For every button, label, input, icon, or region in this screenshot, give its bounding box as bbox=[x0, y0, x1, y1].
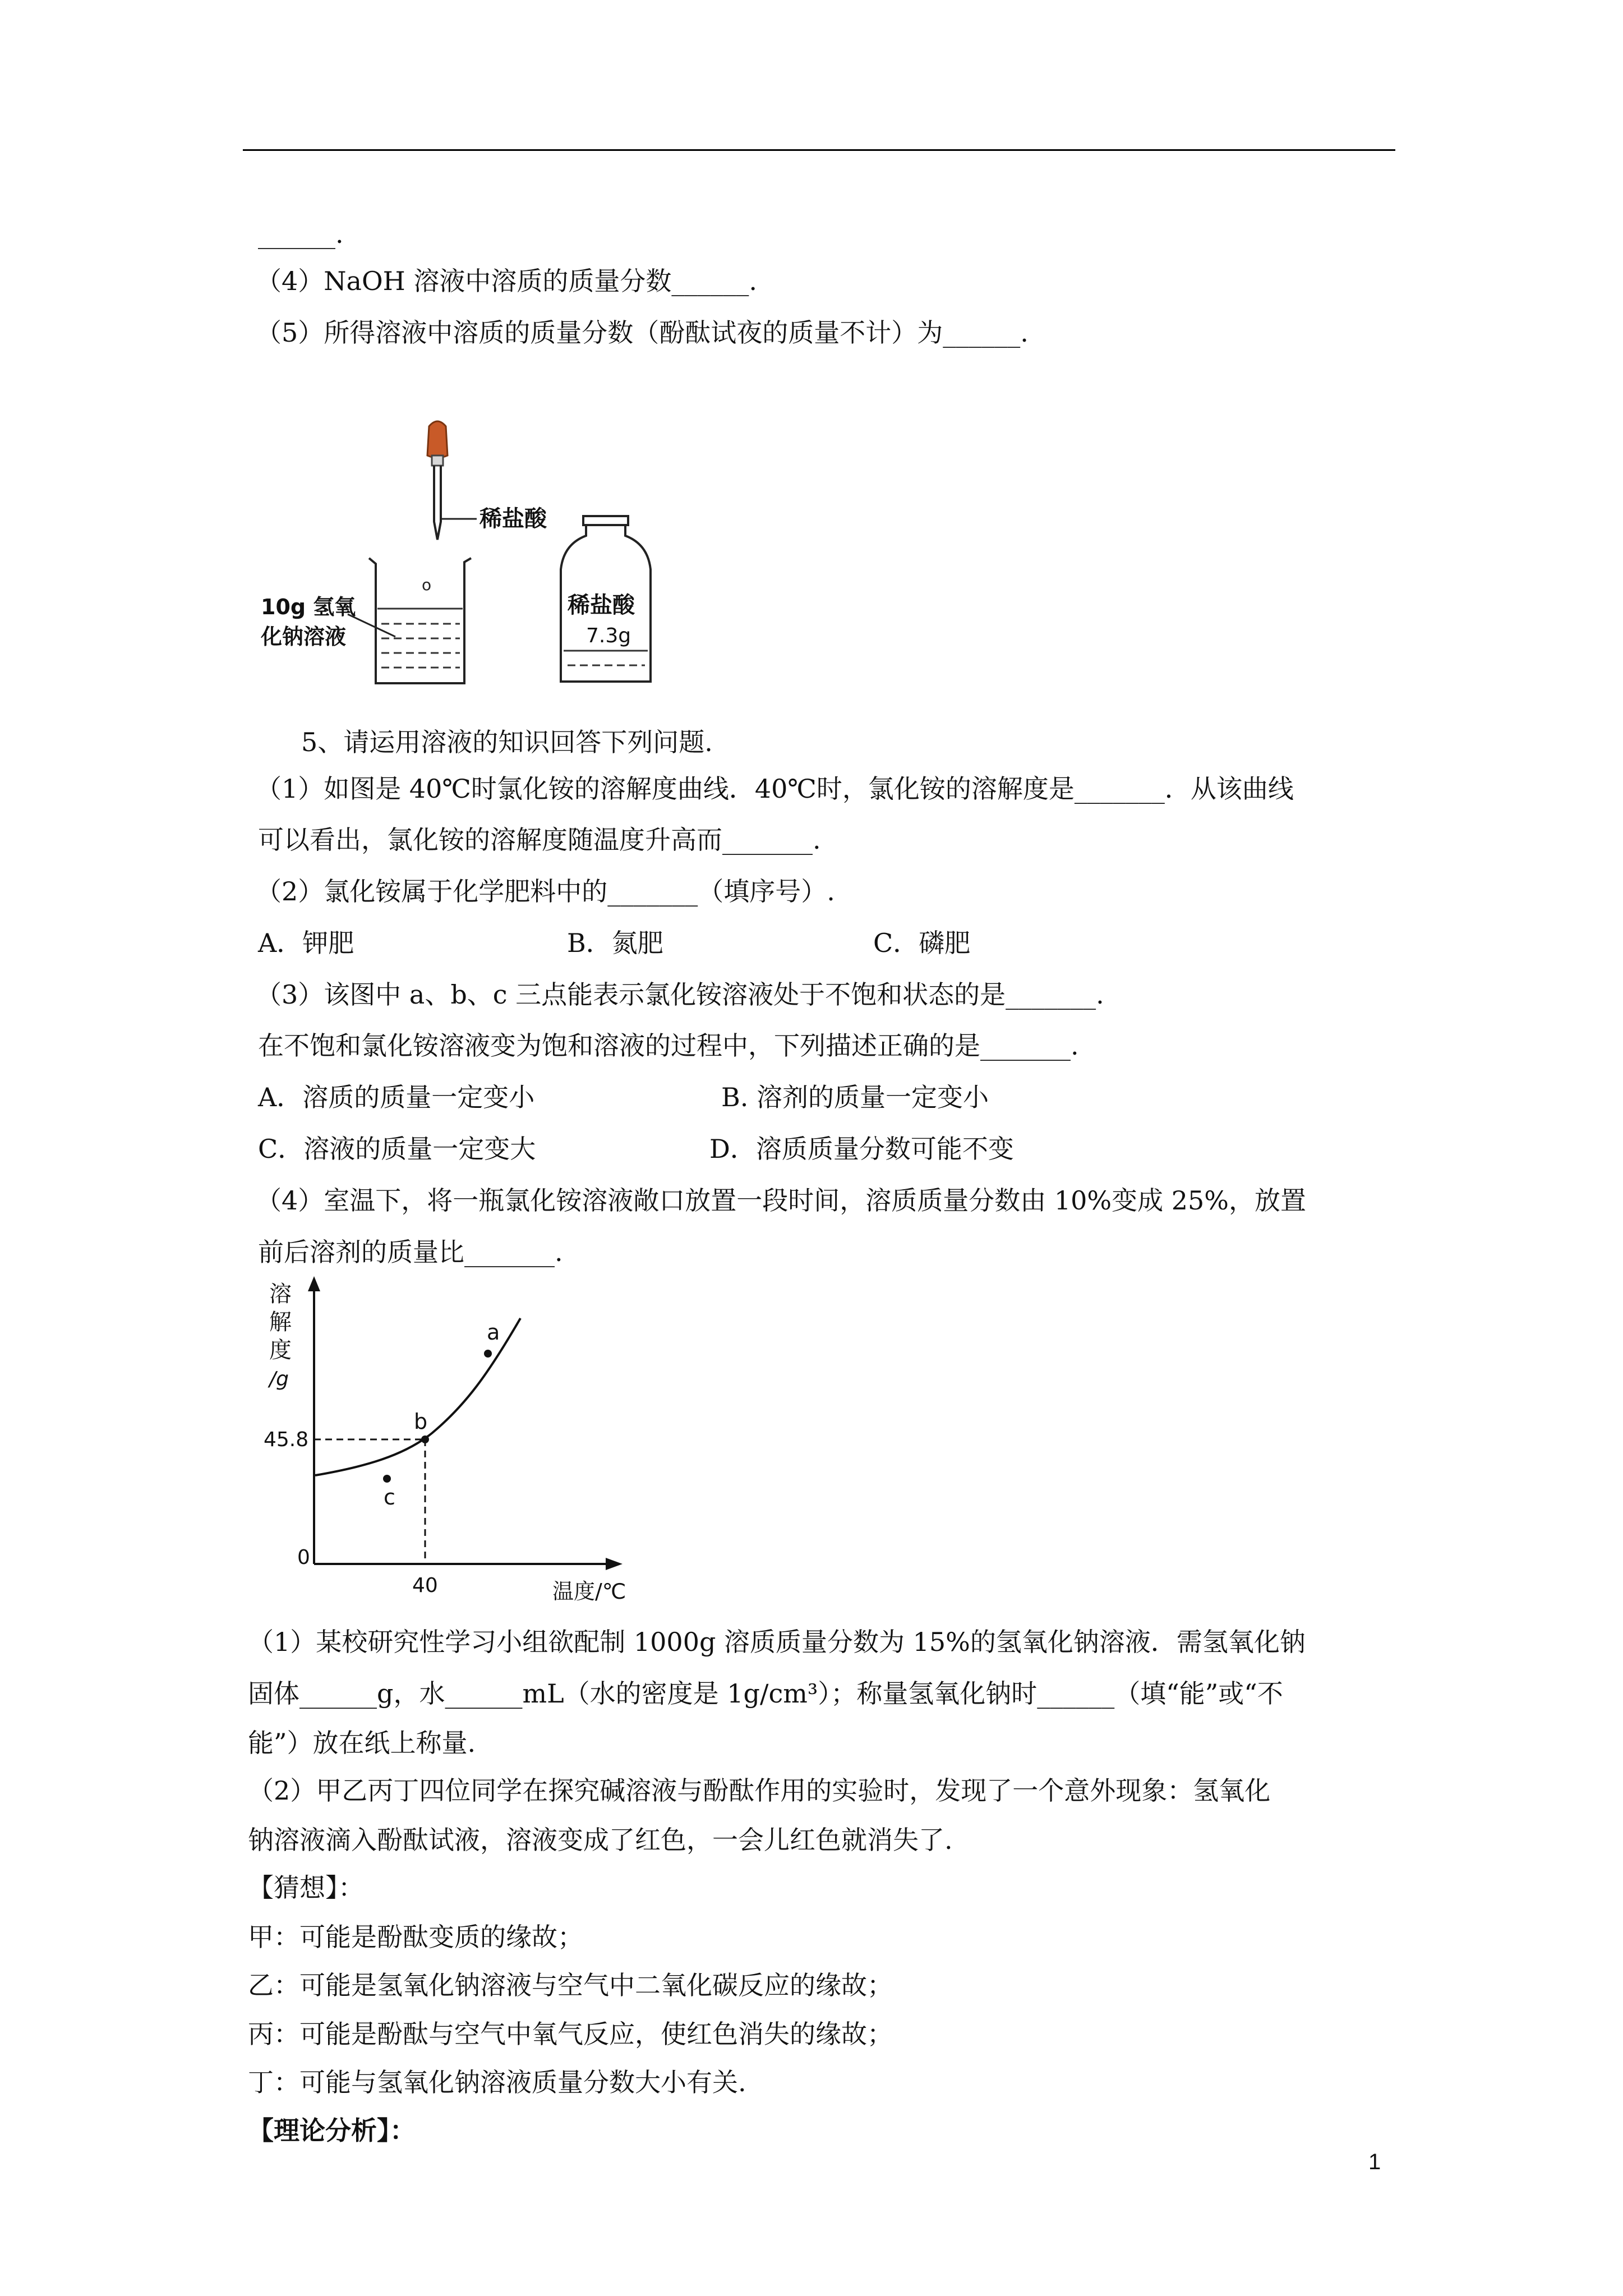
bottle-stopper bbox=[583, 516, 628, 525]
guess-jia: 甲：可能是酚酞变质的缘故； bbox=[248, 1922, 583, 1952]
part-1-line2: 固体______g，水______mL（水的密度是 1g/cm³）；称量氢氧化钠时______（填“能”或“不 bbox=[248, 1678, 1283, 1709]
x-tick-label: 40 bbox=[412, 1574, 438, 1597]
beaker-label-line1: 10g 氢氧 bbox=[261, 595, 356, 619]
part-2-line1: （2）甲乙丙丁四位同学在探究碱溶液与酚酞作用的实验时，发现了一个意外现象：氢氧化 bbox=[248, 1775, 1271, 1806]
question-4: （4）NaOH 溶液中溶质的质量分数______. bbox=[256, 266, 758, 296]
s5-q3-option-d: D．溶质质量分数可能不变 bbox=[709, 1134, 1014, 1164]
s5-q2-option-a: A．钾肥 bbox=[258, 928, 354, 958]
s5-q2: （2）氯化铵属于化学肥料中的_______（填序号）. bbox=[256, 876, 835, 907]
question-5: （5）所得溶液中溶质的质量分数（酚酞试夜的质量不计）为______. bbox=[256, 318, 1029, 348]
y-axis-arrow bbox=[308, 1276, 320, 1291]
point-a bbox=[484, 1350, 492, 1358]
s5-q3-line1: （3）该图中 a、b、c 三点能表示氯化铵溶液处于不饱和状态的是_______. bbox=[256, 979, 1104, 1010]
guess-yi: 乙：可能是氢氧化钠溶液与空气中二氧化碳反应的缘故； bbox=[248, 1970, 893, 2000]
y-axis-label-char-4: /g bbox=[269, 1368, 289, 1391]
apparatus-figure bbox=[247, 415, 684, 696]
s5-q3-line2: 在不饱和氯化铵溶液变为饱和溶液的过程中，下列描述正确的是_______. bbox=[258, 1030, 1079, 1061]
theory-heading: 【理论分析】： bbox=[248, 2115, 416, 2146]
beaker bbox=[369, 558, 471, 683]
s5-q2-option-b: B．氮肥 bbox=[567, 928, 663, 958]
y-axis-label-char-1: 溶 bbox=[269, 1281, 292, 1307]
y-tick-label: 45.8 bbox=[264, 1428, 309, 1451]
point-b bbox=[421, 1435, 429, 1443]
s5-q2-option-c: C．磷肥 bbox=[873, 928, 971, 958]
section-5-intro: 5、请运用溶液的知识回答下列问题. bbox=[301, 727, 713, 757]
part-1-line1: （1）某校研究性学习小组欲配制 1000g 溶质质量分数为 15%的氢氧化钠溶液．需氢氧化钠 bbox=[248, 1627, 1306, 1657]
point-b-label: b bbox=[414, 1409, 428, 1434]
dropper-neck bbox=[432, 455, 443, 466]
point-c bbox=[383, 1475, 391, 1483]
bottle-label: 稀盐酸 bbox=[568, 592, 635, 618]
y-axis-label-char-3: 度 bbox=[269, 1337, 292, 1363]
guess-ding: 丁：可能与氢氧化钠溶液质量分数大小有关. bbox=[248, 2067, 746, 2097]
guess-bing: 丙：可能是酚酞与空气中氧气反应，使红色消失的缘故； bbox=[248, 2019, 893, 2049]
x-axis-arrow bbox=[606, 1558, 623, 1570]
point-a-label: a bbox=[487, 1320, 500, 1345]
beaker-label-line2: 化钠溶液 bbox=[261, 624, 347, 649]
s5-q1-line2: 可以看出，氯化铵的溶解度随温度升高而_______. bbox=[258, 825, 821, 855]
header-rule bbox=[243, 149, 1395, 151]
s5-q4-line1: （4）室温下，将一瓶氯化铵溶液敞口放置一段时间，溶质质量分数由 10%变成 25%，放置 bbox=[256, 1185, 1306, 1216]
solubility-chart bbox=[252, 1273, 656, 1610]
s5-q3-option-b: B. 溶剂的质量一定变小 bbox=[721, 1082, 989, 1112]
dropper-label: 稀盐酸 bbox=[479, 506, 547, 532]
part-2-line2: 钠溶液滴入酚酞试液，溶液变成了红色，一会儿红色就消失了. bbox=[248, 1825, 953, 1855]
point-c-label: c bbox=[384, 1485, 395, 1510]
dropper-tube bbox=[434, 466, 441, 540]
s5-q4-line2: 前后溶剂的质量比_______. bbox=[258, 1237, 563, 1267]
part-1-line3: 能”）放在纸上称量. bbox=[248, 1728, 476, 1758]
s5-q1-line1: （1）如图是 40℃时氯化铵的溶解度曲线．40℃时，氯化铵的溶解度是_______．从该曲线 bbox=[256, 774, 1294, 804]
beaker-mark: o bbox=[422, 576, 432, 594]
origin-label: 0 bbox=[297, 1546, 310, 1569]
s5-q3-option-a: A．溶质的质量一定变小 bbox=[258, 1082, 535, 1112]
x-axis-label: 温度/℃ bbox=[552, 1579, 626, 1604]
dropper-bulb bbox=[427, 421, 448, 458]
y-axis-label-char-2: 解 bbox=[269, 1309, 292, 1335]
page-number: 1 bbox=[1368, 2150, 1381, 2174]
bottle-mass: 7.3g bbox=[586, 624, 631, 647]
s5-q3-option-c: C．溶液的质量一定变大 bbox=[258, 1134, 536, 1164]
guess-heading: 【猜想】： bbox=[248, 1872, 364, 1903]
answer-blank-continuation: ______. bbox=[258, 219, 344, 249]
